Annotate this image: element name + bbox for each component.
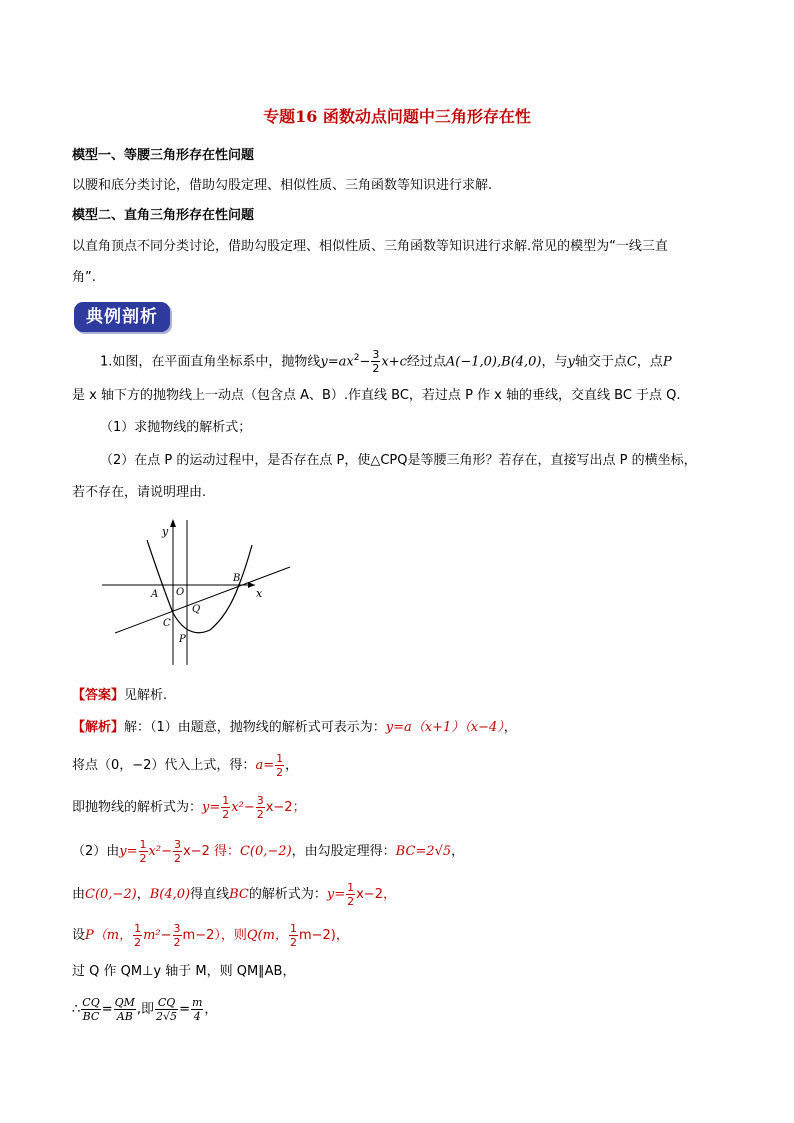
problem-line1: 1.如图，在平面直角坐标系中，抛物线$y=ax^2-$ $\frac{3}{2}$ x+c经过点A(−1,0),B(4,0)，与y轴交于点C，点P (100, 348, 672, 376)
analysis-line6: 设P（m， $\frac{1}{2}$ m²− $\frac{3}{2}$ m−2），则Q(m， $\frac{1}{2}$ m−2)， (72, 922, 349, 949)
equation-part: y=ax (320, 354, 354, 370)
model2-text-line2: 角”. (72, 270, 96, 285)
analysis-line3: 即抛物线的解析式为：y= $\frac{1}{2}$ x²− $\frac{3}{2}$ x−2； (72, 794, 306, 821)
section-banner: 典例剖析 (74, 302, 170, 332)
graph-label-x: x (256, 587, 263, 600)
fraction: $\frac{3}{2}$ (372, 348, 380, 376)
analysis-line2: 将点（0，−2）代入上式，得：a= $\frac{1}{2}$ ， (72, 752, 299, 779)
page-title: 专题16 函数动点问题中三角形存在性 (263, 107, 531, 126)
graph-label-o: O (176, 587, 185, 598)
fraction: $\frac{1}{2}$ (276, 752, 284, 779)
graph-label-q: Q (192, 604, 201, 615)
analysis-line1: 【解析】解：（1）由题意，抛物线的解析式可表示为：y=a（x+1）（x−4）， (72, 720, 517, 735)
analysis-line4: （2）由y= $\frac{1}{2}$ x²− $\frac{3}{2}$ x−2 得：C(0,−2)，由勾股定理得：BC=2√5， (72, 838, 465, 865)
analysis-line5: 由C(0,−2)，B(4,0)得直线BC的解析式为：y= $\frac{1}{2}$ x−2， (72, 881, 396, 908)
parabola-graph (100, 515, 300, 670)
graph-label-y: y (162, 525, 169, 538)
analysis-line8: ∴ $\frac{CQ}{BC}$ = $\frac{QM}{AB}$ ,即 $\frac{CQ}{2√5}$ = $\frac{m}{4}$ ， (72, 996, 218, 1023)
model2-heading: 模型二、直角三角形存在性问题 (72, 208, 255, 223)
model1-text: 以腰和底分类讨论，借助勾股定理、相似性质、三角函数等知识进行求解. (72, 178, 493, 193)
equation-part: x+c (381, 354, 407, 370)
model2-text-line1: 以直角顶点不同分类讨论，借助勾股定理、相似性质、三角函数等知识进行求解.常见的模型为“一线三直 (72, 239, 668, 254)
graph-label-a: A (151, 589, 159, 600)
problem-line2: 是 x 轴下方的抛物线上一动点（包含点 A、B）.作直线 BC，若过点 P 作 x 轴的垂线，交直线 BC 于点 Q. (72, 388, 681, 403)
answer-tag: 【答案】 (72, 688, 125, 703)
model1-heading: 模型一、等腰三角形存在性问题 (72, 148, 255, 163)
problem-q2-line1: （2）在点 P 的运动过程中，是否存在点 P，使△CPQ是等腰三角形？若存在，直接写出点 P 的横坐标， (100, 453, 697, 468)
analysis-line7: 过 Q 作 QM⊥y 轴于 M，则 QM∥AB， (72, 964, 296, 979)
graph-label-p: P (179, 634, 186, 645)
problem-q1: （1）求抛物线的解析式； (100, 420, 252, 435)
answer-line: 【答案】见解析. (72, 688, 168, 703)
analysis-tag: 【解析】 (72, 720, 125, 735)
graph-label-b: B (233, 573, 241, 584)
problem-q2-line2: 若不存在，请说明理由. (72, 485, 207, 500)
graph-label-c: C (163, 618, 171, 629)
points: A(−1,0),B(4,0) (445, 354, 542, 370)
problem-text: 1.如图，在平面直角坐标系中，抛物线 (100, 354, 321, 370)
